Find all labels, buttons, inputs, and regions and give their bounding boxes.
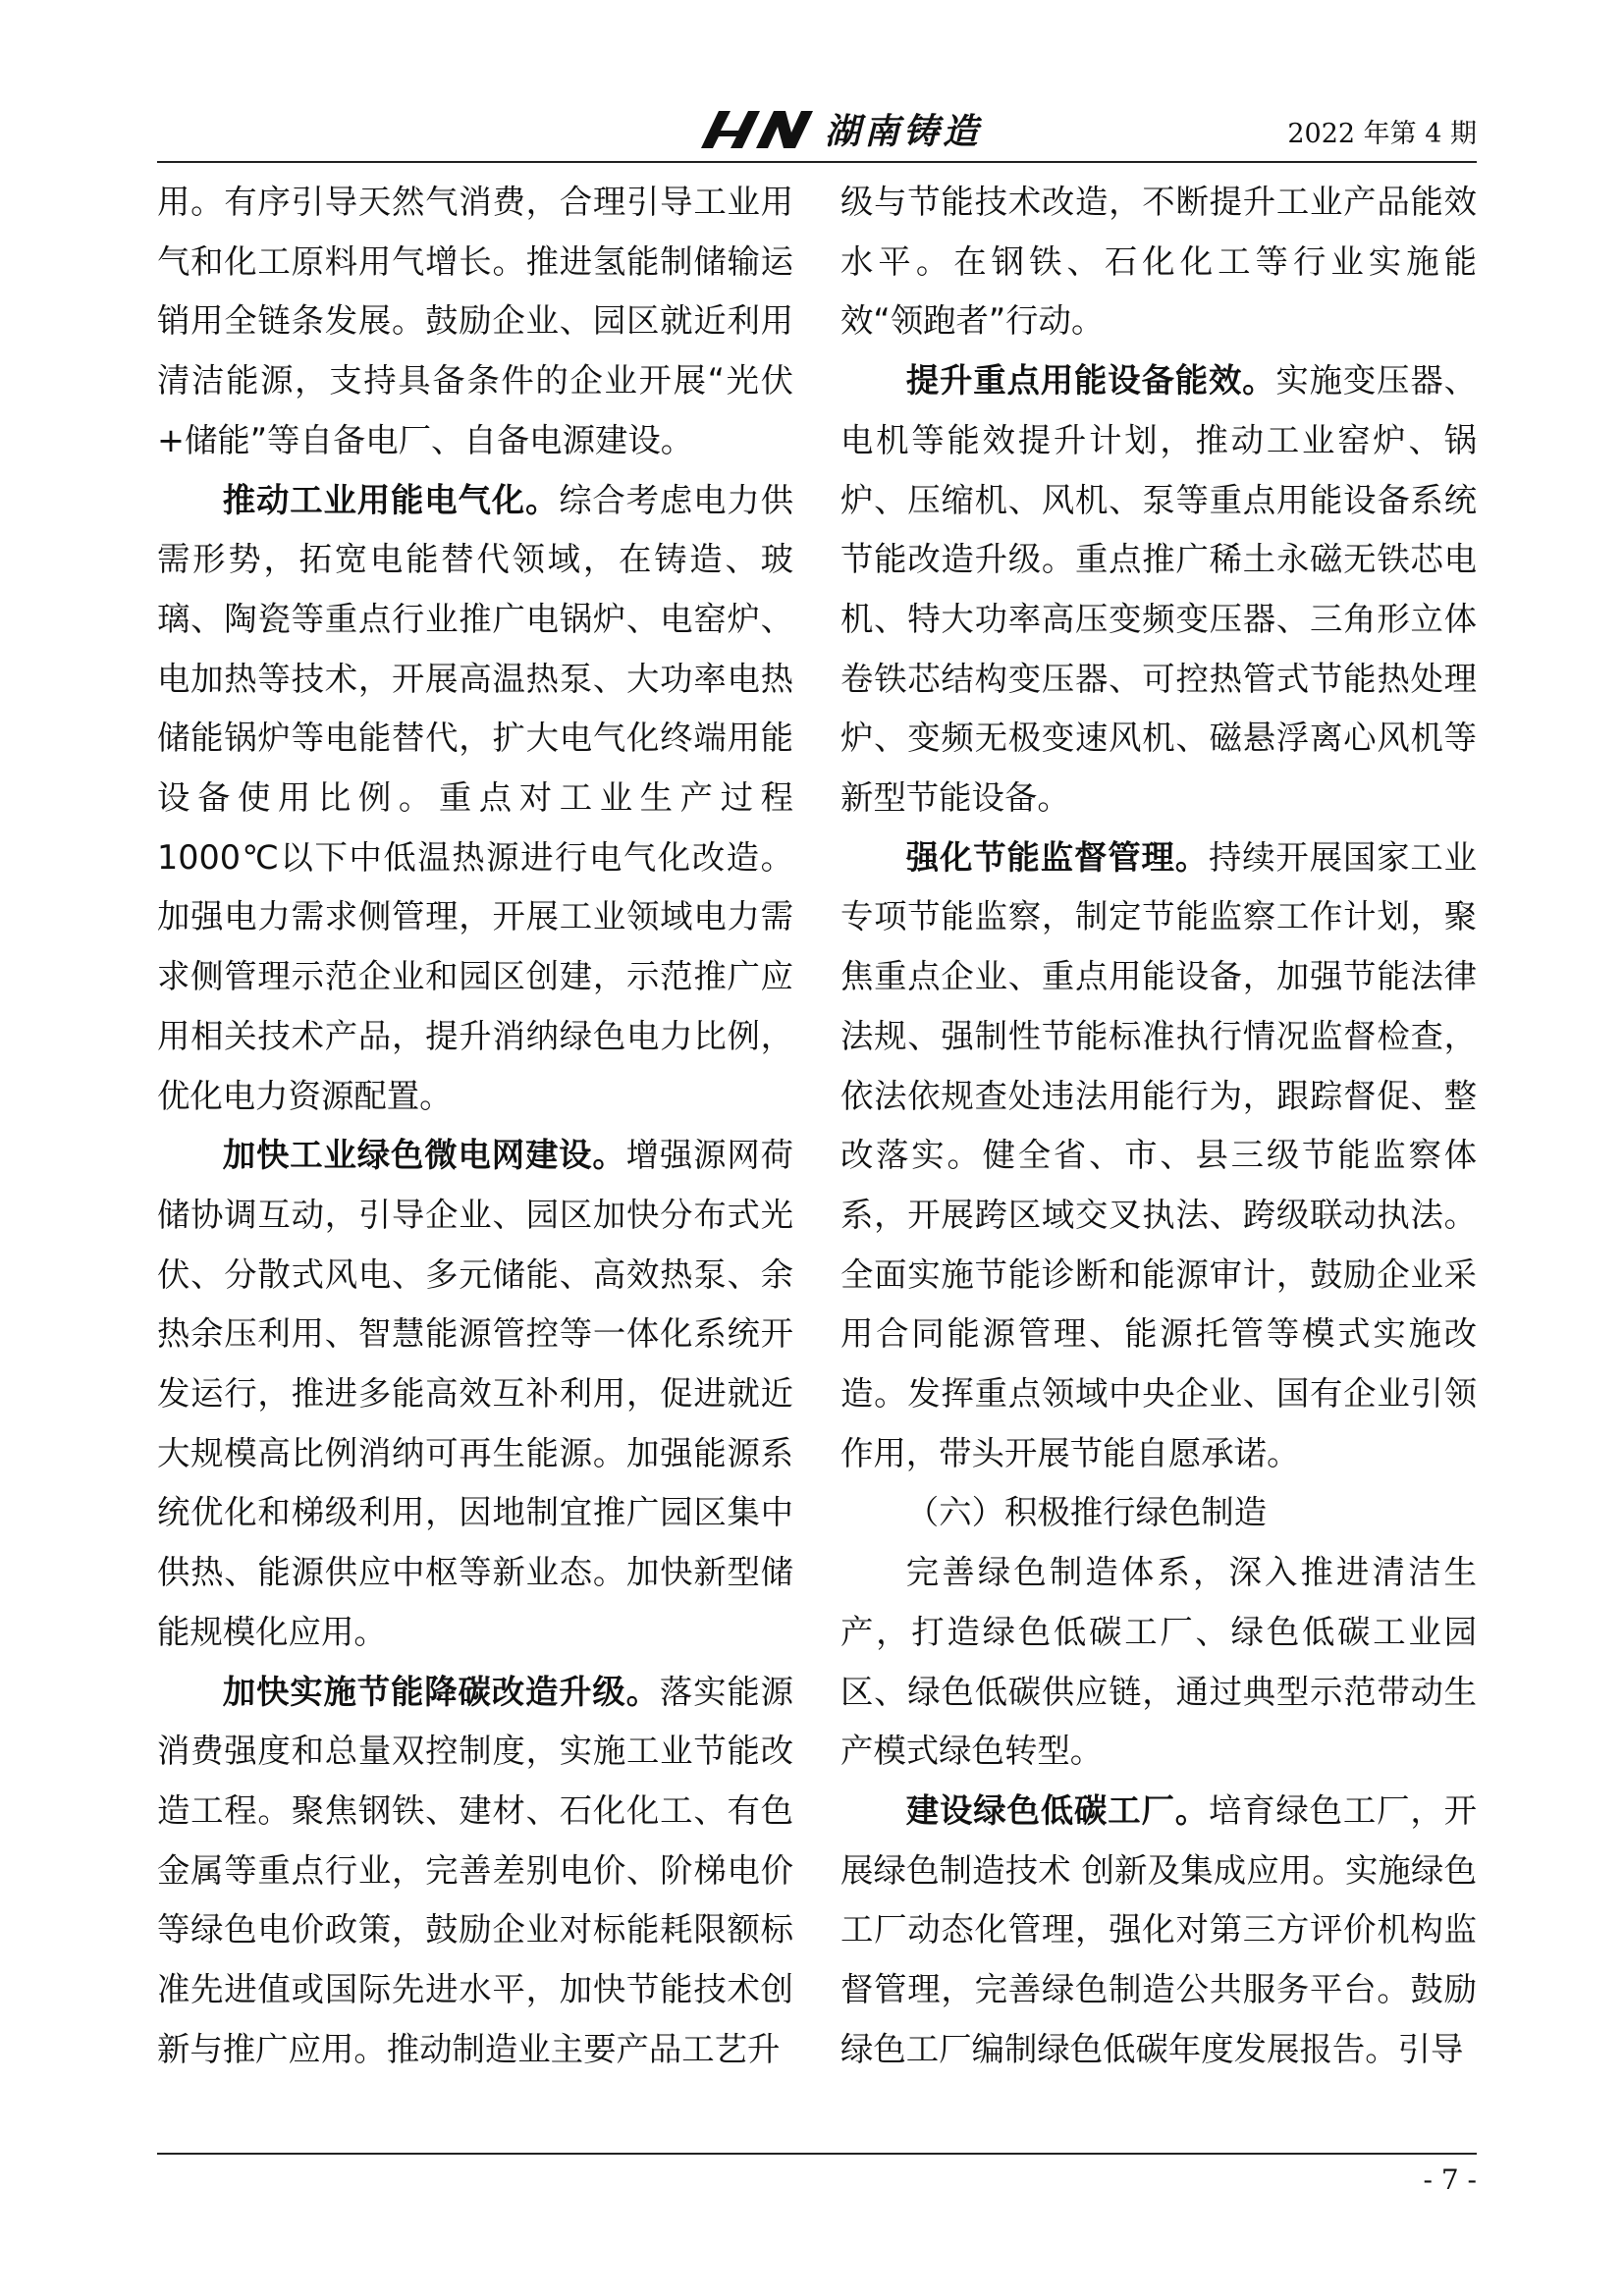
paragraph-lead: 建设绿色低碳工厂。: [905, 1790, 1209, 1830]
hnz-logo-icon: [697, 107, 815, 150]
paragraph: 推动工业用能电气化。综合考虑电力供需形势，拓宽电能替代领域，在铸造、玻璃、陶瓷等重点行业推广电锅炉、电窑炉、电加热等技术，开展高温热泵、大功率电热储能锅炉等电能替代，扩大电气化终端用能设备使用比例。重点对工业生产过程 1000℃以下中低温热源进行电气化改造。加强电力需求侧管理，开展工业领域电力需求侧管理示范企业和园区创建，示范推广应用相关技术产品，提升消纳绿色电力比例，优化电力资源配置。: [157, 480, 794, 1115]
journal-logo: [697, 98, 982, 159]
paragraph: 强化节能监督管理。持续开展国家工业专项节能监察，制定节能监察工作计划，聚焦重点企业、重点用能设备，加强节能法律法规、强制性节能标准执行情况监督检查，依法依规查处违法用能行为，跟踪督促、整改落实。健全省、市、县三级节能监察体系，开展跨区域交叉执法、跨级联动执法。全面实施节能诊断和能源审计，鼓励企业采用合同能源管理、能源托管等模式实施改造。发挥重点领域中央企业、国有企业引领作用，带头开展节能自愿承诺。: [840, 837, 1478, 1472]
paragraph-lead: 强化节能监督管理。: [905, 837, 1209, 877]
section-heading: （六）积极推行绿色制造: [905, 1493, 1268, 1532]
paragraph: 加快工业绿色微电网建设。增强源网荷储协调互动，引导企业、园区加快分布式光伏、分散式风电、多元储能、高效热泵、余热余压利用、智慧能源管控等一体化系统开发运行，推进多能高效互补利用，促进就近大规模高比例消纳可再生能源。加强能源系统优化和梯级利用，因地制宜推广园区集中供热、能源供应中枢等新业态。加快新型储能规模化应用。: [157, 1136, 793, 1651]
paragraph-lead: 加快工业绿色微电网建设。: [222, 1136, 626, 1175]
issue-label: 2022 年第 4 期: [1287, 119, 1477, 149]
paragraph-lead: 推动工业用能电气化。: [222, 480, 560, 519]
paragraph: 级与节能技术改造，不断提升工业产品能效水平。在钢铁、石化化工等行业实施能效“领跑者”行动。: [840, 183, 1477, 341]
journal-name: 湖南铸造: [825, 111, 983, 152]
header-rule: [157, 161, 1477, 163]
footer-rule: [157, 2153, 1477, 2155]
page-number: - 7 -: [1423, 2163, 1477, 2196]
left-column: [157, 173, 793, 2080]
paragraph-lead: 加快实施节能降碳改造升级。: [222, 1672, 660, 1711]
paragraph: 用。有序引导天然气消费，合理引导工业用气和化工原料用气增长。推进氢能制储输运销用全链条发展。鼓励企业、园区就近利用清洁能源，支持具备条件的企业开展“光伏+储能”等自备电厂、自备电源建设。: [157, 183, 793, 459]
paragraph: 完善绿色制造体系，深入推进清洁生产，打造绿色低碳工厂、绿色低碳工业园区、绿色低碳供应链，通过典型示范带动生产模式绿色转型。: [840, 1553, 1477, 1771]
paragraph: 加快实施节能降碳改造升级。落实能源消费强度和总量双控制度，实施工业节能改造工程。聚焦钢铁、建材、石化化工、有色金属等重点行业，完善差别电价、阶梯电价等绿色电价政策，鼓励企业对标能耗限额标准先进值或国际先进水平，加快节能技术创新与推广应用。推动制造业主要产品工艺升: [157, 1672, 794, 2068]
paragraph: 提升重点用能设备能效。实施变压器、电机等能效提升计划，推动工业窑炉、锅炉、压缩机、风机、泵等重点用能设备系统节能改造升级。重点推广稀土永磁无铁芯电机、特大功率高压变频变压器、三角形立体卷铁芯结构变压器、可控热管式节能热处理炉、变频无极变速风机、磁悬浮离心风机等新型节能设备。: [840, 361, 1478, 818]
page-header: [157, 98, 1477, 159]
paragraph: 建设绿色低碳工厂。培育绿色工厂，开展绿色制造技术 创新及集成应用。实施绿色工厂动态化管理，强化对第三方评价机构监督管理，完善绿色制造公共服务平台。鼓励绿色工厂编制绿色低碳年度发展报告。引导: [840, 1790, 1478, 2068]
right-column: [840, 173, 1477, 2080]
paragraph-lead: 提升重点用能设备能效。: [905, 361, 1276, 400]
